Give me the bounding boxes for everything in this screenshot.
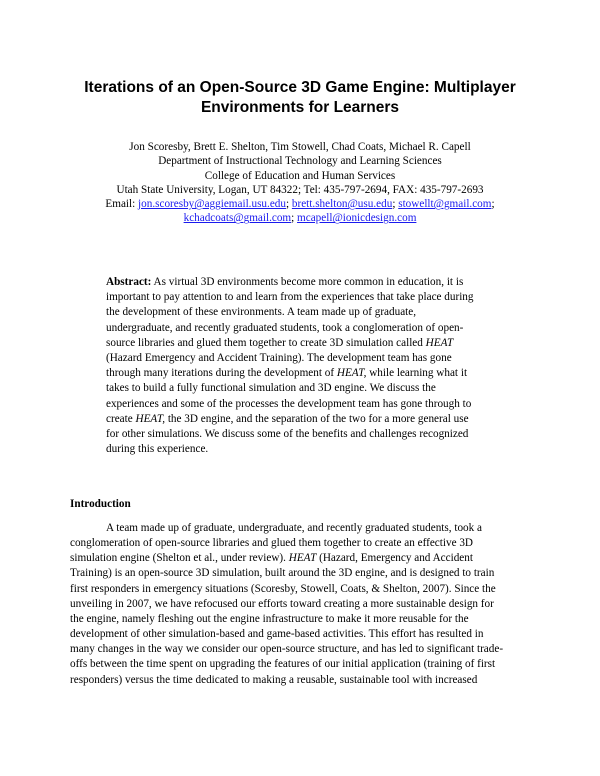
email-line-1 — [40, 197, 560, 211]
abstract-text: source libraries and glued them together to create 3D simulation called — [106, 336, 426, 349]
intro-line: conglomeration of open-source libraries and glued them together to create an effective 3D — [70, 537, 474, 550]
abstract-text: while learning what it — [366, 367, 468, 380]
email-link-capell[interactable]: mcapell@ionicdesign.com — [297, 212, 417, 225]
abstract-line — [106, 336, 496, 351]
abstract-emphasis: HEAT, — [135, 412, 166, 425]
intro-line: development of other simulation-based and game-based activities. This effort has resulted in — [70, 628, 484, 641]
abstract-text: create — [106, 412, 136, 425]
title-line-2: Environments for Learners — [200, 99, 400, 116]
intro-line: many changes in the way we consider our open-source structure, and has led to significant trade- — [70, 643, 504, 656]
abstract-line: important to pay attention to and learn from the experiences that take place during — [106, 291, 474, 304]
abstract-line: for other simulations. We discuss some of the benefits and challenges recognized — [106, 428, 469, 441]
abstract-line — [106, 366, 496, 381]
abstract-line: during this experience. — [106, 443, 209, 456]
abstract-label: Abstract: — [106, 276, 152, 288]
intro-text: simulation engine (Shelton et al., under review). — [70, 552, 289, 565]
intro-line: first responders in emergency situations (Scoresby, Stowell, Coats, & Shelton, 2007). Since the — [70, 582, 496, 595]
abstract-emphasis: HEAT — [425, 336, 454, 349]
email-separator: ; — [285, 198, 290, 211]
intro-line — [70, 551, 530, 566]
author-names: Jon Scoresby, Brett E. Shelton, Tim Stowell, Chad Coats, Michael R. Capell — [129, 141, 471, 153]
abstract-line: takes to build a fully functional simulation and 3D engine. We discuss the — [106, 382, 436, 395]
author-block — [40, 140, 560, 226]
abstract-text: the 3D engine, and the separation of the two for a more general use — [165, 412, 469, 425]
email-line-2 — [40, 211, 560, 225]
email-separator: ; — [291, 212, 295, 225]
email-label: Email: — [105, 198, 136, 211]
abstract-line: undergraduate, and recently graduated students, took a conglomeration of open- — [106, 321, 464, 334]
author-address: Utah State University, Logan, UT 84322; Tel: 435-797-2694, FAX: 435-797-2693 — [116, 183, 484, 196]
email-link-coats[interactable]: kchadcoats@gmail.com — [183, 212, 292, 225]
paper-title — [40, 78, 560, 118]
abstract-line: experiences and some of the processes the development team has gone through to — [106, 397, 472, 410]
abstract-emphasis: HEAT, — [336, 367, 367, 380]
intro-text: (Hazard, Emergency and Accident — [316, 552, 473, 565]
section-heading-introduction: Introduction — [70, 498, 131, 510]
intro-line: unveiling in 2007, we have refocused our efforts toward creating a more sustainable design for — [70, 597, 494, 610]
intro-line: responders) versus the time dedicated to making a reusable, sustainable tool with increased — [70, 673, 478, 686]
author-department: Department of Instructional Technology and Learning Sciences — [158, 155, 442, 168]
abstract-text: through many iterations during the development of — [106, 367, 337, 380]
email-separator: ; — [491, 198, 495, 211]
introduction-body — [70, 521, 530, 688]
abstract-line: (Hazard Emergency and Accident Training). The development team has gone — [106, 352, 452, 365]
intro-line: Training) is an open-source 3D simulation, built around the 3D engine, and is designed to train — [70, 567, 495, 580]
intro-line: offs between the time spent on upgrading the features of our initial application (training of first — [70, 658, 496, 671]
intro-emphasis: HEAT — [288, 552, 317, 565]
email-link-shelton[interactable]: brett.shelton@usu.edu — [291, 198, 393, 211]
title-line-1: Iterations of an Open-Source 3D Game Engine: Multiplayer — [84, 79, 516, 96]
intro-line: A team made up of graduate, undergraduate, and recently graduated students, took a — [106, 522, 482, 534]
author-college: College of Education and Human Services — [204, 169, 396, 182]
abstract-text: As virtual 3D environments become more common in education, it is — [151, 276, 464, 288]
abstract — [106, 275, 496, 457]
abstract-line — [106, 275, 496, 290]
email-link-scoresby[interactable]: jon.scoresby@aggiemail.usu.edu — [138, 198, 286, 211]
email-link-stowell[interactable]: stowellt@gmail.com — [398, 198, 492, 211]
abstract-line: the development of these environments. A team made up of graduate, — [106, 306, 417, 319]
email-separator: ; — [392, 198, 396, 211]
abstract-line — [106, 412, 496, 427]
intro-line: the engine, namely fleshing out the engine infrastructure to make it more reusable for the — [70, 612, 469, 625]
